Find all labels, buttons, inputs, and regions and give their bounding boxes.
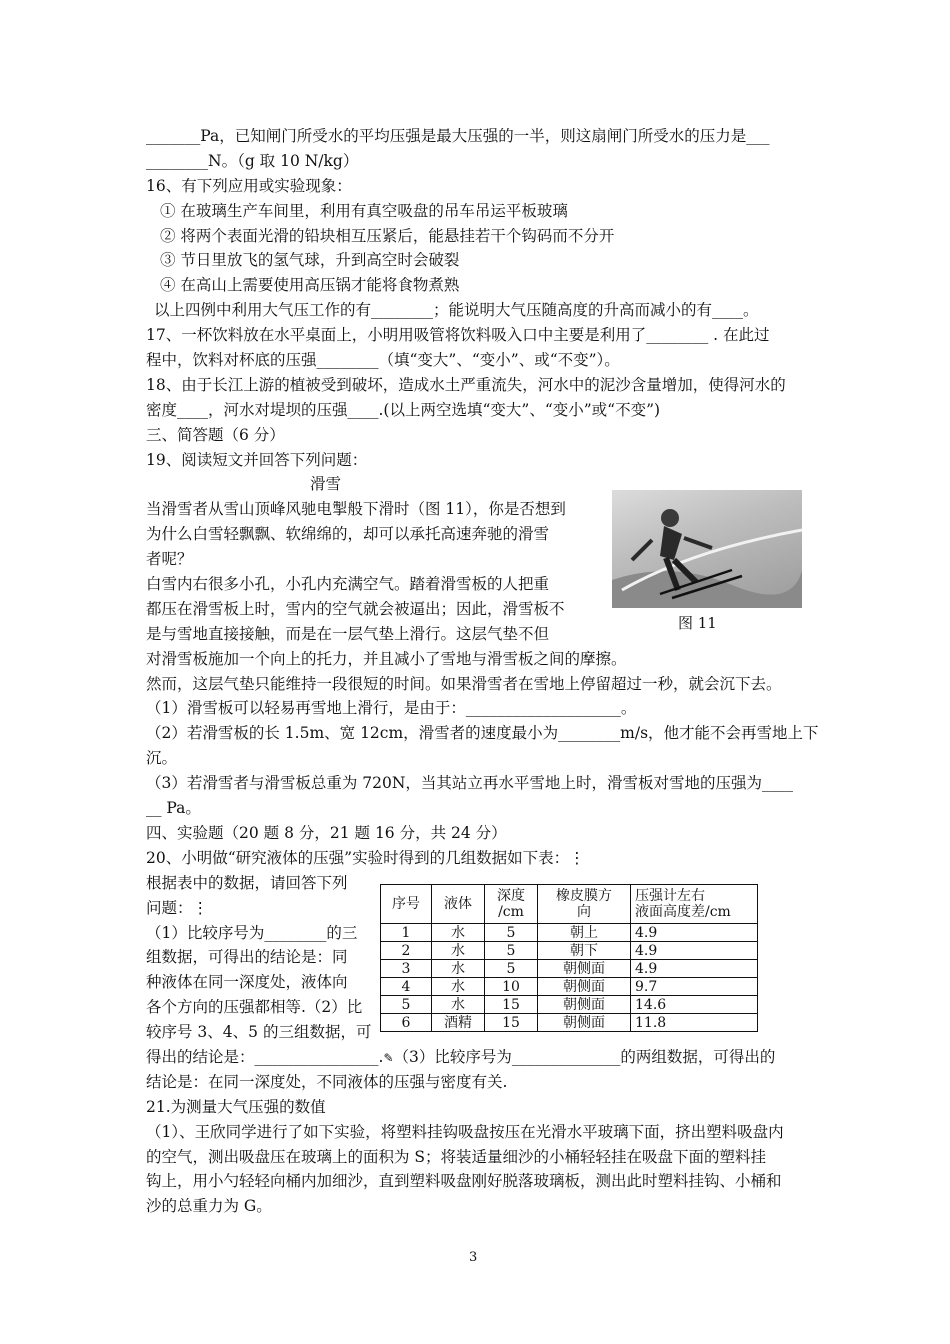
table-cell: 朝侧面	[538, 960, 631, 978]
text-line: （1）、王欣同学进行了如下实验，将塑料挂钩吸盘按压在光滑水平玻璃下面，挤出塑料吸盘内	[146, 1122, 784, 1141]
column-header	[485, 885, 538, 924]
text-line: 较序号 3、4、5 的三组数据，可	[146, 1023, 372, 1042]
column-header: 液体	[432, 885, 485, 924]
text-line: 沙的总重力为 G。	[146, 1197, 272, 1216]
text-line: 组数据，可得出的结论是：同	[146, 948, 348, 967]
text-line: _______Pa，已知闸门所受水的平均压强是最大压强的一半，则这扇闸门所受水的压力是___	[146, 127, 770, 145]
skier-illustration	[612, 490, 802, 608]
header-line: 压强计左右	[635, 888, 705, 904]
table-cell: 4	[381, 978, 432, 996]
text-line: （2）若滑雪板的长 1.5m、宽 12cm，滑雪者的速度最小为________m/s，他才能不会再雪地上下	[146, 724, 819, 743]
table-row	[381, 978, 758, 996]
body-text	[146, 124, 819, 1219]
header-line: /cm	[498, 904, 524, 920]
table-cell: 9.7	[631, 978, 758, 996]
header-line: 深度	[497, 888, 525, 904]
table-cell: 11.8	[631, 1014, 758, 1032]
text-line: 的空气，测出吸盘压在玻璃上的面积为 S；将装适量细沙的小桶轻轻挂在吸盘下面的塑料挂	[146, 1147, 767, 1166]
list-item: ③ 节日里放飞的氢气球，升到高空时会破裂	[160, 251, 460, 270]
question-21: 21.为测量大气压强的数值	[146, 1097, 326, 1116]
table-header-row	[381, 885, 758, 924]
table-row	[381, 960, 758, 978]
text-line: 是与雪地直接接触，而是在一层气垫上滑行。这层气垫不但	[146, 624, 550, 643]
table-cell: 5	[485, 942, 538, 960]
table-cell: 5	[485, 960, 538, 978]
column-header	[538, 885, 631, 924]
text-line: （3）若滑雪者与滑雪板总重为 720N，当其站立再水平雪地上时，滑雪板对雪地的压强为____	[146, 774, 793, 793]
text-line: 对滑雪板施加一个向上的托力，并且减小了雪地与滑雪板之间的摩擦。	[146, 649, 627, 668]
text-fragment: （3）比较序号为______________的两组数据，可得出的	[393, 1047, 776, 1066]
header-line: 向	[577, 904, 591, 920]
table-row	[381, 996, 758, 1014]
table-cell: 2	[381, 942, 432, 960]
text-line: 程中，饮料对杯底的压强________（填“变大”、“变小”、或“不变”）。	[146, 351, 620, 370]
table-cell: 朝侧面	[538, 996, 631, 1014]
text-line: 然而，这层气垫只能维持一段很短的时间。如果滑雪者在雪地上停留超过一秒，就会沉下去。	[146, 674, 782, 693]
figure-caption: 图 11	[678, 614, 717, 632]
table-cell: 朝下	[538, 942, 631, 960]
text-fragment: 得出的结论是：________________.	[146, 1047, 384, 1066]
table-cell: 朝侧面	[538, 1014, 631, 1032]
header-line: 液面高度差/cm	[635, 904, 731, 920]
section-heading: 四、实验题（20 题 8 分，21 题 16 分，共 24 分）	[146, 823, 507, 842]
question-18: 18、由于长江上游的植被受到破坏，造成水土严重流失，河水中的泥沙含量增加，使得河水的	[146, 375, 786, 394]
text-line: 当滑雪者从雪山顶峰风驰电掣般下滑时（图 11），你是否想到	[146, 500, 566, 519]
table-cell: 10	[485, 978, 538, 996]
text-line: 密度____，河水对堤坝的压强____.(以上两空选填“变大”、“变小”或“不变”)	[146, 400, 661, 419]
question-20: 20、小明做“研究液体的压强”实验时得到的几组数据如下表：⋮	[146, 848, 585, 867]
table-cell: 4.9	[631, 942, 758, 960]
table-cell: 水	[432, 978, 485, 996]
text-line: 问题：⋮	[146, 898, 209, 917]
section-heading: 三、简答题（6 分）	[146, 425, 285, 444]
table-cell: 酒精	[432, 1014, 485, 1032]
text-line: 钩上，用小勺轻轻向桶内加细沙，直到塑料吸盘刚好脱落玻璃板，测出此时塑料挂钩、小桶和	[146, 1172, 782, 1191]
text-line: 根据表中的数据，请回答下列	[146, 873, 348, 892]
skier-photo	[612, 490, 802, 608]
table-cell: 水	[432, 924, 485, 942]
list-item: ① 在玻璃生产车间里，利用有真空吸盘的吊车吊运平板玻璃	[160, 201, 568, 220]
table-cell: 4.9	[631, 960, 758, 978]
table-cell: 15	[485, 996, 538, 1014]
text-line: 结论是：在同一深度处，不同液体的压强与密度有关.	[146, 1072, 508, 1091]
table-cell: 水	[432, 996, 485, 1014]
table-cell: 15	[485, 1014, 538, 1032]
text-line: 各个方向的压强都相等.（2）比	[146, 998, 363, 1017]
table-cell: 5	[381, 996, 432, 1014]
question-19: 19、阅读短文并回答下列问题：	[146, 450, 368, 469]
table-cell: 6	[381, 1014, 432, 1032]
page-number: 3	[469, 1250, 478, 1265]
text-line: 白雪内右很多小孔，小孔内充满空气。踏着滑雪板的人把重	[146, 575, 550, 594]
table-cell: 朝上	[538, 924, 631, 942]
table-cell: 水	[432, 942, 485, 960]
text-line: 沉。	[146, 749, 178, 768]
table-cell: 3	[381, 960, 432, 978]
text-line: 为什么白雪轻飘飘、软绵绵的，却可以承托高速奔驰的滑雪	[146, 525, 550, 544]
text-line: 都压在滑雪板上时，雪内的空气就会被逼出；因此，滑雪板不	[146, 599, 565, 618]
note-icon: ✎	[383, 1050, 394, 1065]
table-row	[381, 942, 758, 960]
table-cell: 朝侧面	[538, 978, 631, 996]
list-item: ④ 在高山上需要使用高压锅才能将食物煮熟	[160, 276, 460, 295]
text-line: （1）比较序号为________的三	[146, 923, 358, 942]
table-row	[381, 1014, 758, 1032]
table-cell: 14.6	[631, 996, 758, 1014]
text-line: 种液体在同一深度处，液体向	[146, 973, 348, 992]
table-cell: 1	[381, 924, 432, 942]
data-table	[380, 884, 758, 1032]
header-line: 橡皮膜方	[556, 888, 612, 904]
text-line: 以上四例中利用大气压工作的有________；能说明大气压随高度的升高而减小的有____。	[154, 301, 759, 320]
table-cell: 水	[432, 960, 485, 978]
question-17: 17、一杯饮料放在水平桌面上，小明用吸管将饮料吸入口中主要是利用了________ . 在此过	[146, 326, 770, 345]
table-cell: 4.9	[631, 924, 758, 942]
column-header	[631, 885, 758, 924]
text-line: ________N。（g 取 10 N/kg）	[146, 151, 359, 170]
passage-title: 滑雪	[310, 475, 342, 494]
table-cell: 5	[485, 924, 538, 942]
text-line: （1）滑雪板可以轻易再雪地上滑行，是由于：____________________。	[146, 699, 637, 718]
text-line: __ Pa。	[146, 799, 201, 818]
text-line: 者呢？	[146, 550, 193, 569]
table-row	[381, 924, 758, 942]
list-item: ② 将两个表面光滑的铅块相互压紧后，能悬挂若干个钩码而不分开	[160, 226, 615, 245]
column-header: 序号	[381, 885, 432, 924]
text-line	[146, 1045, 808, 1070]
question-16: 16、有下列应用或实验现象：	[146, 176, 352, 195]
